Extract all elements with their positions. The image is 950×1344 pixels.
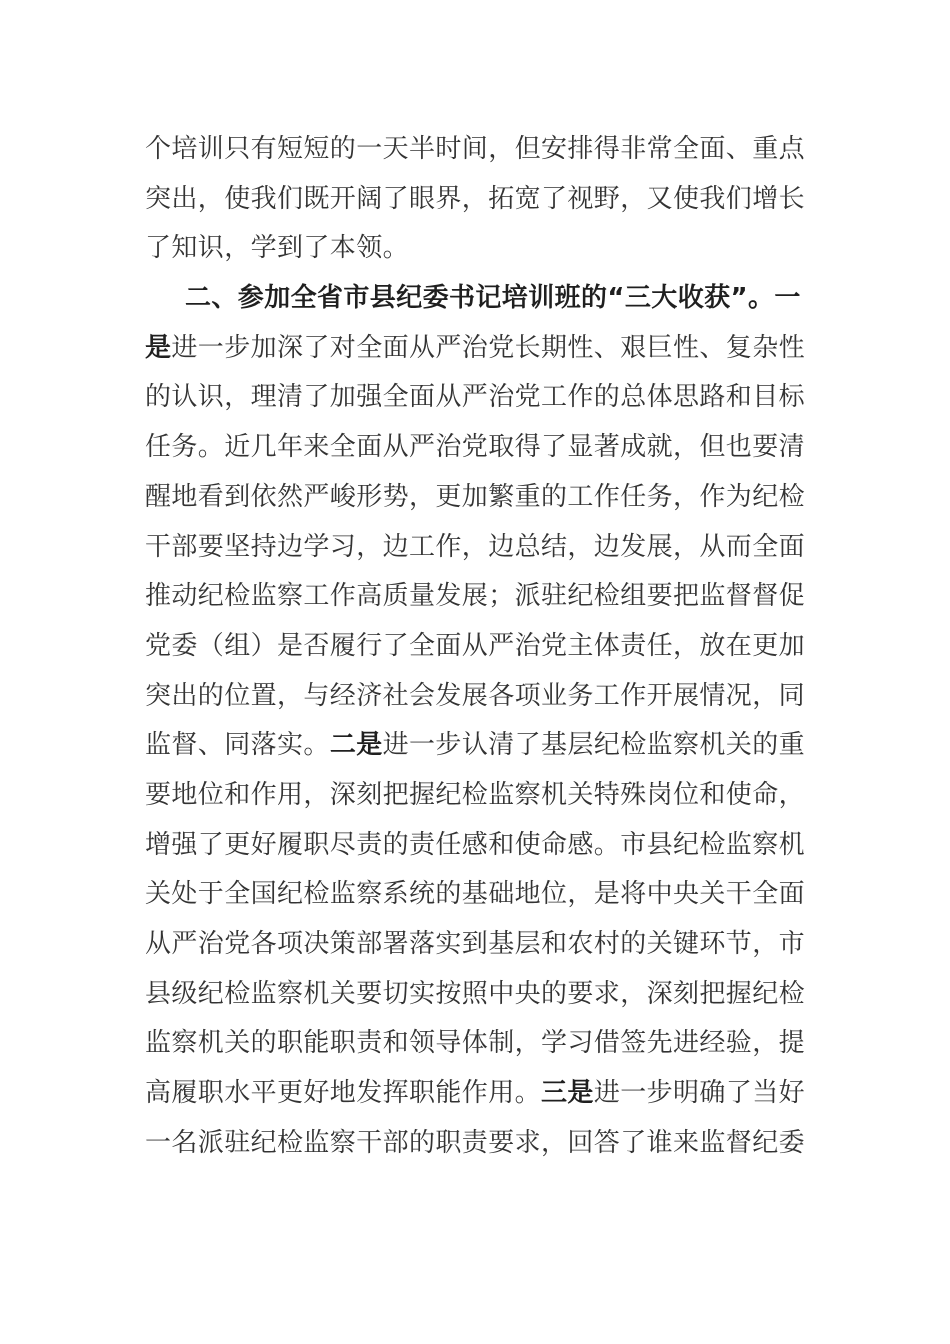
paragraph-line	[145, 920, 805, 970]
text-run: 关处于全国纪检监察系统的基础地位，是将中央关干全面	[145, 879, 806, 910]
section-heading-line	[145, 274, 805, 324]
paragraph-line	[145, 572, 805, 622]
bold-text-run: 二是	[329, 730, 383, 761]
text-run: 突出，使我们既开阔了眼界，拓宽了视野，又使我们增长	[145, 183, 806, 214]
text-run: 任务。近几年来全面从严治党取得了显著成就，但也要清	[145, 432, 806, 463]
text-run: 进一步认清了基层纪检监察机关的重	[382, 730, 806, 761]
text-run: 了知识，学到了本领。	[145, 233, 410, 264]
paragraph-line	[145, 771, 805, 821]
text-run: 一名派驻纪检监察干部的职责要求，回答了谁来监督纪委	[145, 1127, 806, 1158]
paragraph-line	[145, 821, 805, 871]
paragraph-line	[145, 125, 805, 175]
text-run: 进一步加深了对全面从严治党长期性、艰巨性、复杂性	[171, 332, 806, 363]
text-run: 突出的位置，与经济社会发展各项业务工作开展情况，同	[145, 680, 806, 711]
text-run: 要地位和作用，深刻把握纪检监察机关特殊岗位和使命，	[145, 779, 806, 810]
paragraph-line	[145, 622, 805, 672]
paragraph-line	[145, 1119, 805, 1169]
paragraph-line	[145, 224, 805, 274]
paragraph-line	[145, 523, 805, 573]
paragraph-line	[145, 672, 805, 722]
bold-text-run: 是	[145, 332, 172, 363]
text-run: 监察机关的职能职责和领导体制，学习借签先进经验，提	[145, 1028, 806, 1059]
paragraph-line	[145, 175, 805, 225]
paragraph-line	[145, 721, 805, 771]
bold-text-run: 三是	[541, 1078, 594, 1109]
paragraph-line	[145, 970, 805, 1020]
text-run: 个培训只有短短的一天半时间，但安排得非常全面、重点	[145, 134, 806, 164]
text-run: 干部要坚持边学习，边工作，边总结，边发展，从而全面	[145, 531, 806, 562]
text-run: 从严治党各项决策部署落实到基层和农村的关键环节，市	[145, 929, 806, 959]
text-run: 推动纪检监察工作高质量发展；派驻纪检组要把监督督促	[145, 581, 806, 612]
paragraph-line	[145, 1019, 805, 1069]
bold-text-run: 二、参加全省市县纪委书记培训班的“三大收获”。一	[185, 283, 801, 314]
text-run: 的认识，理清了加强全面从严治党工作的总体思路和目标	[145, 382, 806, 413]
paragraph-line	[145, 324, 805, 374]
paragraph-line	[145, 870, 805, 920]
text-run: 进一步明确了当好	[593, 1078, 806, 1109]
text-run: 党委（组）是否履行了全面从严治党主体责任，放在更加	[145, 630, 806, 661]
paragraph-line	[145, 1069, 805, 1119]
text-run: 县级纪检监察机关要切实按照中央的要求，深刻把握纪检	[145, 978, 806, 1009]
document-body-text	[145, 125, 805, 1168]
paragraph-line	[145, 423, 805, 473]
paragraph-line	[145, 373, 805, 423]
paragraph-line	[145, 473, 805, 523]
text-run: 高履职水平更好地发挥职能作用。	[145, 1078, 542, 1109]
text-run: 醒地看到依然严峻形势，更加繁重的工作任务，作为纪检	[145, 481, 806, 512]
text-run: 监督、同落实。	[145, 730, 330, 761]
text-run: 增强了更好履职尽责的责任感和使命感。市县纪检监察机	[145, 829, 806, 860]
